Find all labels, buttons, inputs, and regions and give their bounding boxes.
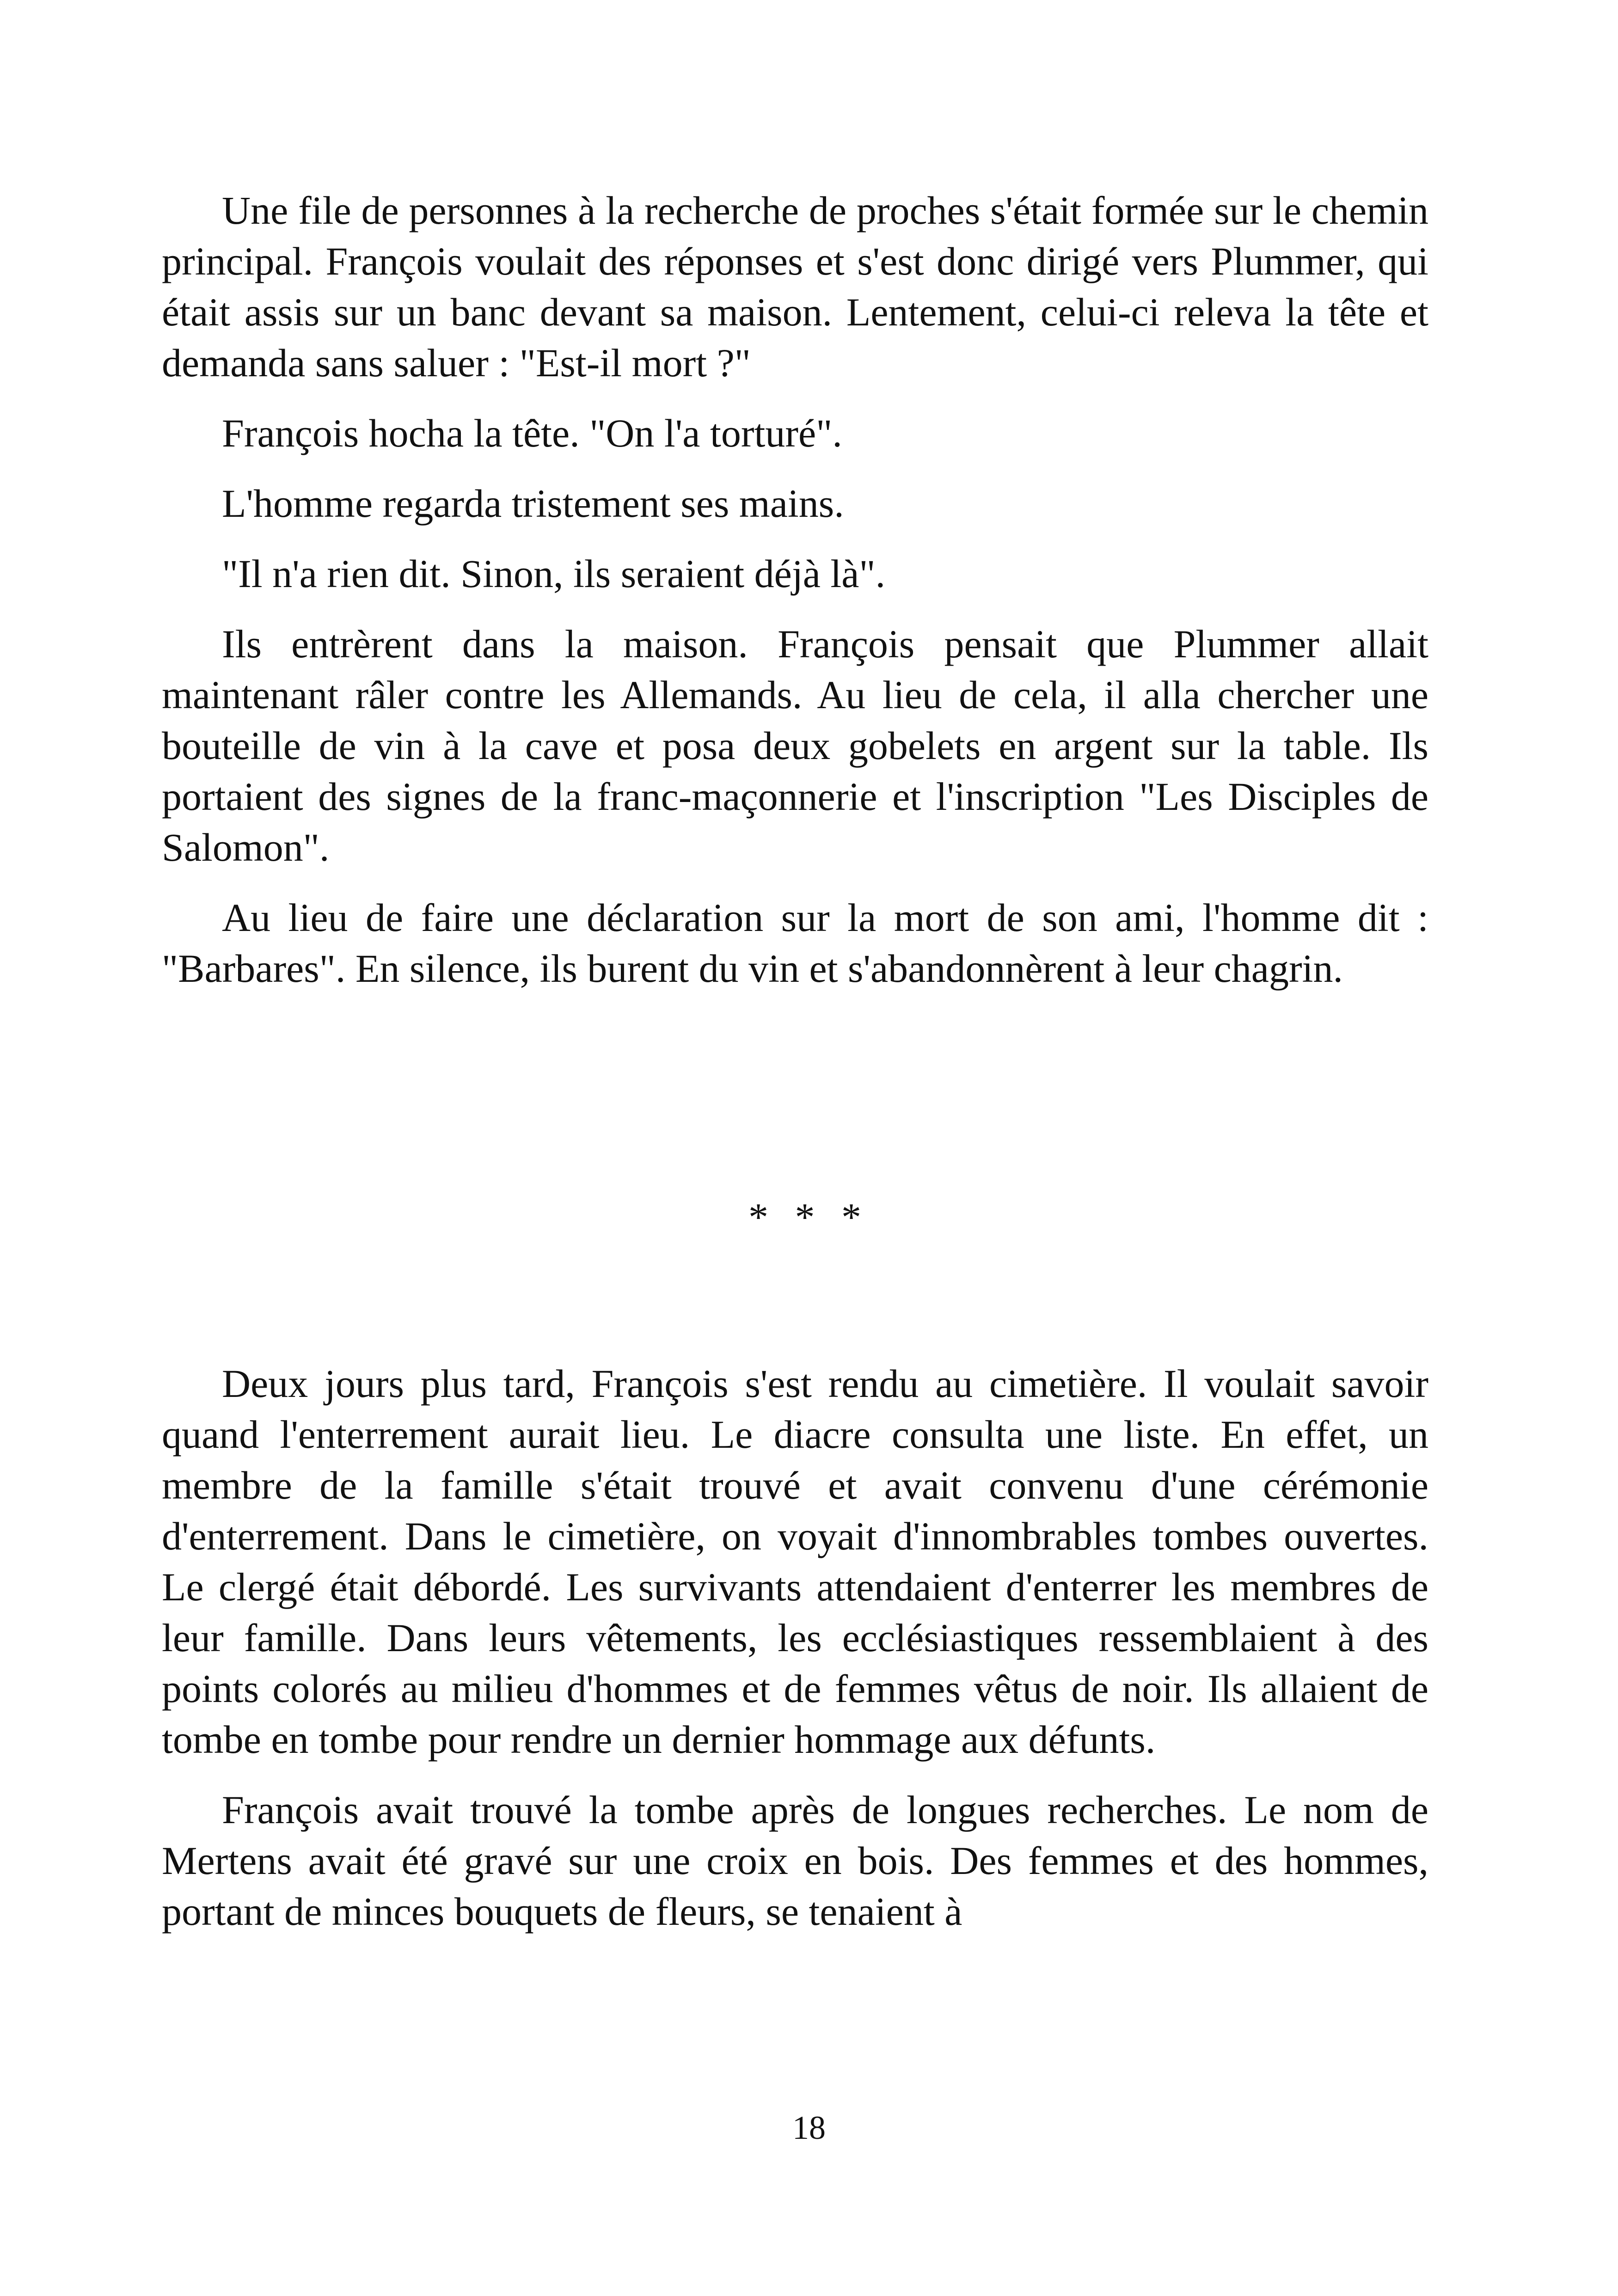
- paragraph: Une file de personnes à la recherche de proches s'était formée sur le chemin principal. François voulait des réponses et s'est donc dirigé vers Plummer, qui était assis sur un banc devant sa maison. Lentement, celui-ci releva la tête et demanda sans saluer : "Est-il mort ?": [162, 188, 1428, 385]
- paragraph: "Il n'a rien dit. Sinon, ils seraient déjà là".: [222, 551, 886, 596]
- page-number: 18: [792, 2109, 826, 2146]
- paragraph: François hocha la tête. "On l'a torturé".: [222, 411, 842, 455]
- section-separator: * * *: [748, 1195, 870, 1239]
- paragraph: L'homme regarda tristement ses mains.: [222, 481, 844, 526]
- paragraph: Au lieu de faire une déclaration sur la mort de son ami, l'homme dit : "Barbares". En silence, ils burent du vin et s'abandonnèrent à leur chagrin.: [162, 895, 1428, 991]
- paragraph: François avait trouvé la tombe après de longues recherches. Le nom de Mertens avait été gravé sur une croix en bois. Des femmes et des hommes, portant de minces bouquets de fleurs, se tenaient à: [162, 1788, 1428, 1934]
- text-section-after-break: [162, 1358, 1428, 1937]
- paragraph: Ils entrèrent dans la maison. François pensait que Plummer allait maintenant râler contre les Allemands. Au lieu de cela, il alla chercher une bouteille de vin à la cave et posa deux gobelets en argent sur la table. Ils portaient des signes de la franc-maçonnerie et l'inscription "Les Disciples de Salomon".: [162, 622, 1428, 869]
- paragraph: Deux jours plus tard, François s'est rendu au cimetière. Il voulait savoir quand l'enterrement aurait lieu. Le diacre consulta une liste. En effet, un membre de la famille s'était trouvé et avait convenu d'une cérémonie d'enterrement. Dans le cimetière, on voyait d'innombrables tombes ouvertes. Le clergé était débordé. Les survivants attendaient d'enterrer les membres de leur famille. Dans leurs vêtements, les ecclésiastiques ressemblaient à des points colorés au milieu d'hommes et de femmes vêtus de noir. Ils allaient de tombe en tombe pour rendre un dernier hommage aux défunts.: [162, 1361, 1428, 1762]
- text-section-before-break: [162, 185, 1428, 994]
